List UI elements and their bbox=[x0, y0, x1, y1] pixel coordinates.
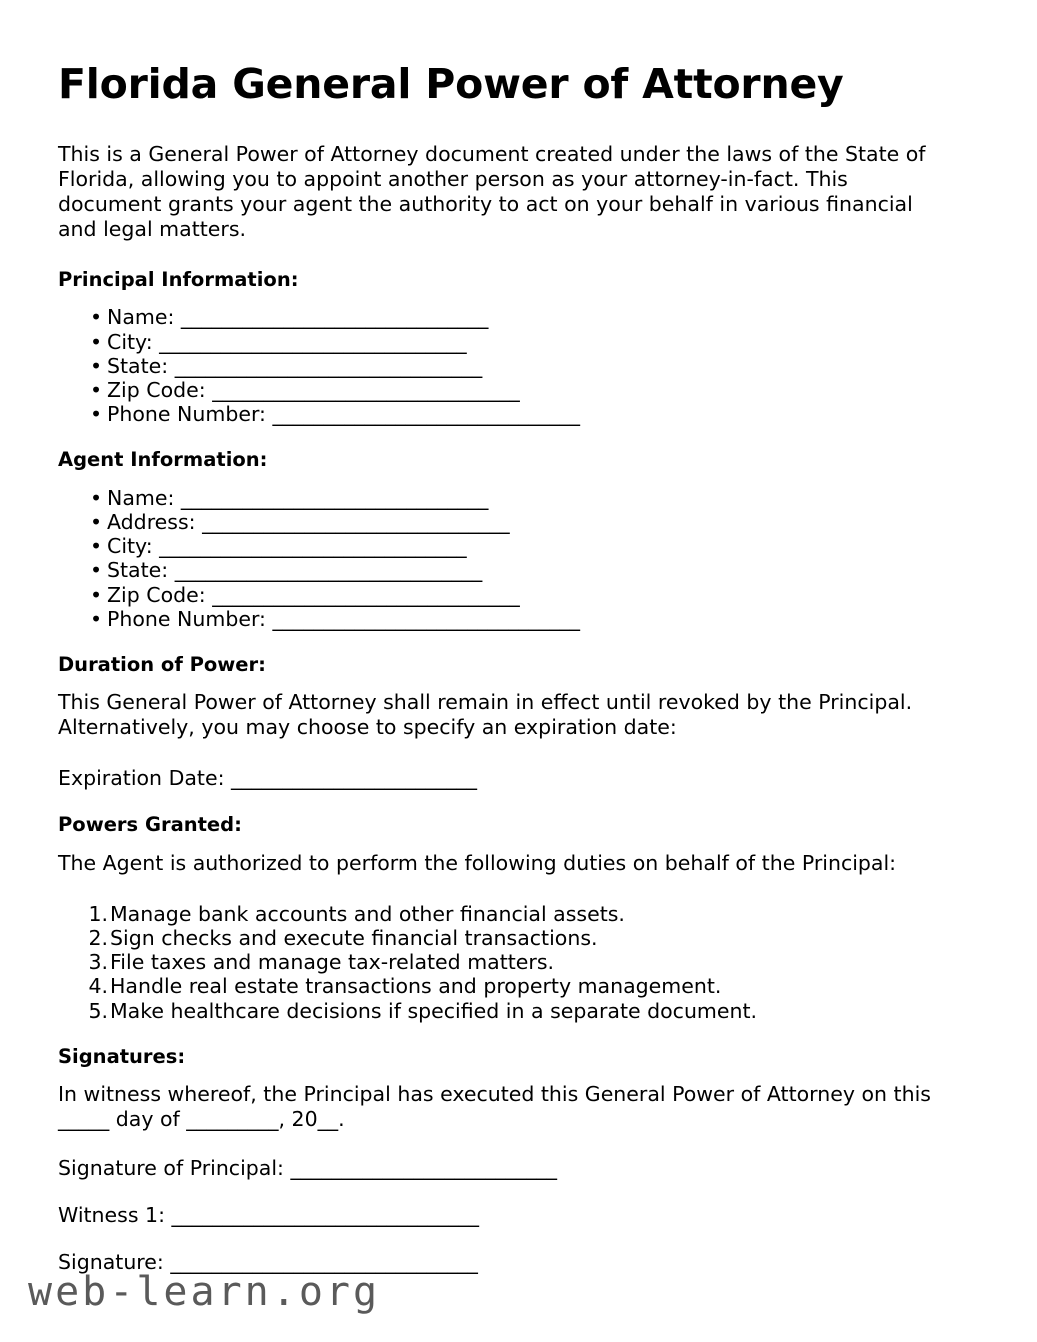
field-blank[interactable]: ______________________________ bbox=[159, 534, 467, 559]
bullet-icon: • bbox=[90, 606, 103, 631]
field-blank[interactable]: ______________________________ bbox=[180, 305, 489, 330]
field-blank[interactable]: ______________________________ bbox=[212, 377, 520, 402]
powers-granted-list bbox=[58, 902, 951, 1023]
witness1-blank[interactable]: ______________________________ bbox=[171, 1203, 480, 1228]
list-number: 4. bbox=[88, 974, 108, 999]
list-item-text: Sign checks and execute financial transactions. bbox=[110, 925, 598, 950]
list-item bbox=[58, 950, 951, 974]
field-blank[interactable]: ______________________________ bbox=[272, 402, 580, 427]
document-content bbox=[58, 62, 951, 1297]
field-label: State: bbox=[107, 353, 169, 378]
field-label: Phone Number: bbox=[107, 402, 266, 427]
bullet-icon: • bbox=[90, 558, 103, 583]
list-item bbox=[58, 607, 951, 631]
list-item bbox=[58, 558, 951, 582]
bullet-icon: • bbox=[90, 377, 103, 402]
field-label: Name: bbox=[107, 305, 175, 330]
bullet-icon: • bbox=[90, 305, 103, 330]
list-item bbox=[58, 354, 951, 378]
list-item bbox=[58, 378, 951, 402]
bullet-icon: • bbox=[90, 485, 103, 510]
list-item bbox=[58, 486, 951, 510]
bullet-icon: • bbox=[90, 402, 103, 427]
field-blank[interactable]: ______________________________ bbox=[159, 329, 467, 354]
duration-of-power-heading: Duration of Power: bbox=[58, 652, 266, 676]
witness-signature-label: Signature: bbox=[58, 1250, 164, 1275]
witness1-label: Witness 1: bbox=[58, 1203, 165, 1228]
agent-information-list bbox=[58, 486, 951, 631]
site-watermark: web-learn.org bbox=[28, 1269, 381, 1315]
witness1-line bbox=[58, 1203, 951, 1228]
list-item-text: Make healthcare decisions if specified in a separate document. bbox=[110, 998, 758, 1023]
list-item bbox=[58, 330, 951, 354]
bullet-icon: • bbox=[90, 534, 103, 559]
field-blank[interactable]: ______________________________ bbox=[272, 606, 580, 631]
field-blank[interactable]: ______________________________ bbox=[212, 582, 520, 607]
expiration-date-label: Expiration Date: bbox=[58, 766, 225, 791]
field-label: City: bbox=[107, 534, 153, 559]
principal-signature-line bbox=[58, 1156, 951, 1181]
powers-granted-heading: Powers Granted: bbox=[58, 813, 242, 837]
powers-intro: The Agent is authorized to perform the following duties on behalf of the Principal: bbox=[58, 850, 897, 875]
list-item bbox=[58, 402, 951, 426]
witness-signature-blank[interactable]: ______________________________ bbox=[170, 1250, 478, 1275]
intro-paragraph: This is a General Power of Attorney document created under the laws of the State of Florida, allowing you to appoint another person as your attorney-in-fact. This document grants your agent the authority to act on your behalf in various financial and legal matters. bbox=[58, 141, 926, 241]
field-label: Zip Code: bbox=[107, 582, 206, 607]
field-label: Phone Number: bbox=[107, 606, 266, 631]
field-label: Zip Code: bbox=[107, 377, 206, 402]
list-item bbox=[58, 974, 951, 998]
bullet-icon: • bbox=[90, 353, 103, 378]
list-item bbox=[58, 926, 951, 950]
field-blank[interactable]: ______________________________ bbox=[174, 353, 483, 378]
agent-information-heading: Agent Information: bbox=[58, 448, 268, 472]
field-blank[interactable]: ______________________________ bbox=[174, 558, 483, 583]
list-item bbox=[58, 510, 951, 534]
field-label: Name: bbox=[107, 485, 175, 510]
list-number: 2. bbox=[88, 925, 108, 950]
principal-signature-label: Signature of Principal: bbox=[58, 1156, 284, 1181]
witness-statement: In witness whereof, the Principal has executed this General Power of Attorney on this _____ day of _________, 20__. bbox=[58, 1082, 931, 1132]
field-blank[interactable]: ______________________________ bbox=[202, 509, 510, 534]
principal-signature-blank[interactable]: __________________________ bbox=[290, 1156, 557, 1181]
list-item bbox=[58, 902, 951, 926]
list-item-text: Manage bank accounts and other financial assets. bbox=[110, 901, 625, 926]
field-label: City: bbox=[107, 329, 153, 354]
bullet-icon: • bbox=[90, 329, 103, 354]
field-label: Address: bbox=[107, 509, 196, 534]
list-item-text: Handle real estate transactions and property management. bbox=[110, 974, 722, 999]
page-title: Florida General Power of Attorney bbox=[58, 60, 844, 108]
list-item bbox=[58, 583, 951, 607]
list-item bbox=[58, 305, 951, 329]
expiration-date-line bbox=[58, 766, 951, 791]
bullet-icon: • bbox=[90, 582, 103, 607]
list-item-text: File taxes and manage tax-related matters. bbox=[110, 950, 555, 975]
expiration-date-blank[interactable]: ________________________ bbox=[231, 766, 478, 791]
list-item bbox=[58, 999, 951, 1023]
list-item bbox=[58, 534, 951, 558]
field-label: State: bbox=[107, 558, 169, 583]
field-blank[interactable]: ______________________________ bbox=[180, 485, 489, 510]
list-number: 3. bbox=[88, 950, 108, 975]
bullet-icon: • bbox=[90, 509, 103, 534]
principal-information-heading: Principal Information: bbox=[58, 267, 299, 291]
list-number: 5. bbox=[88, 998, 108, 1023]
principal-information-list bbox=[58, 305, 951, 426]
signatures-heading: Signatures: bbox=[58, 1044, 186, 1068]
list-number: 1. bbox=[88, 901, 108, 926]
duration-body: This General Power of Attorney shall remain in effect until revoked by the Principal. Alternatively, you may choose to specify an expiration date: bbox=[58, 690, 913, 740]
